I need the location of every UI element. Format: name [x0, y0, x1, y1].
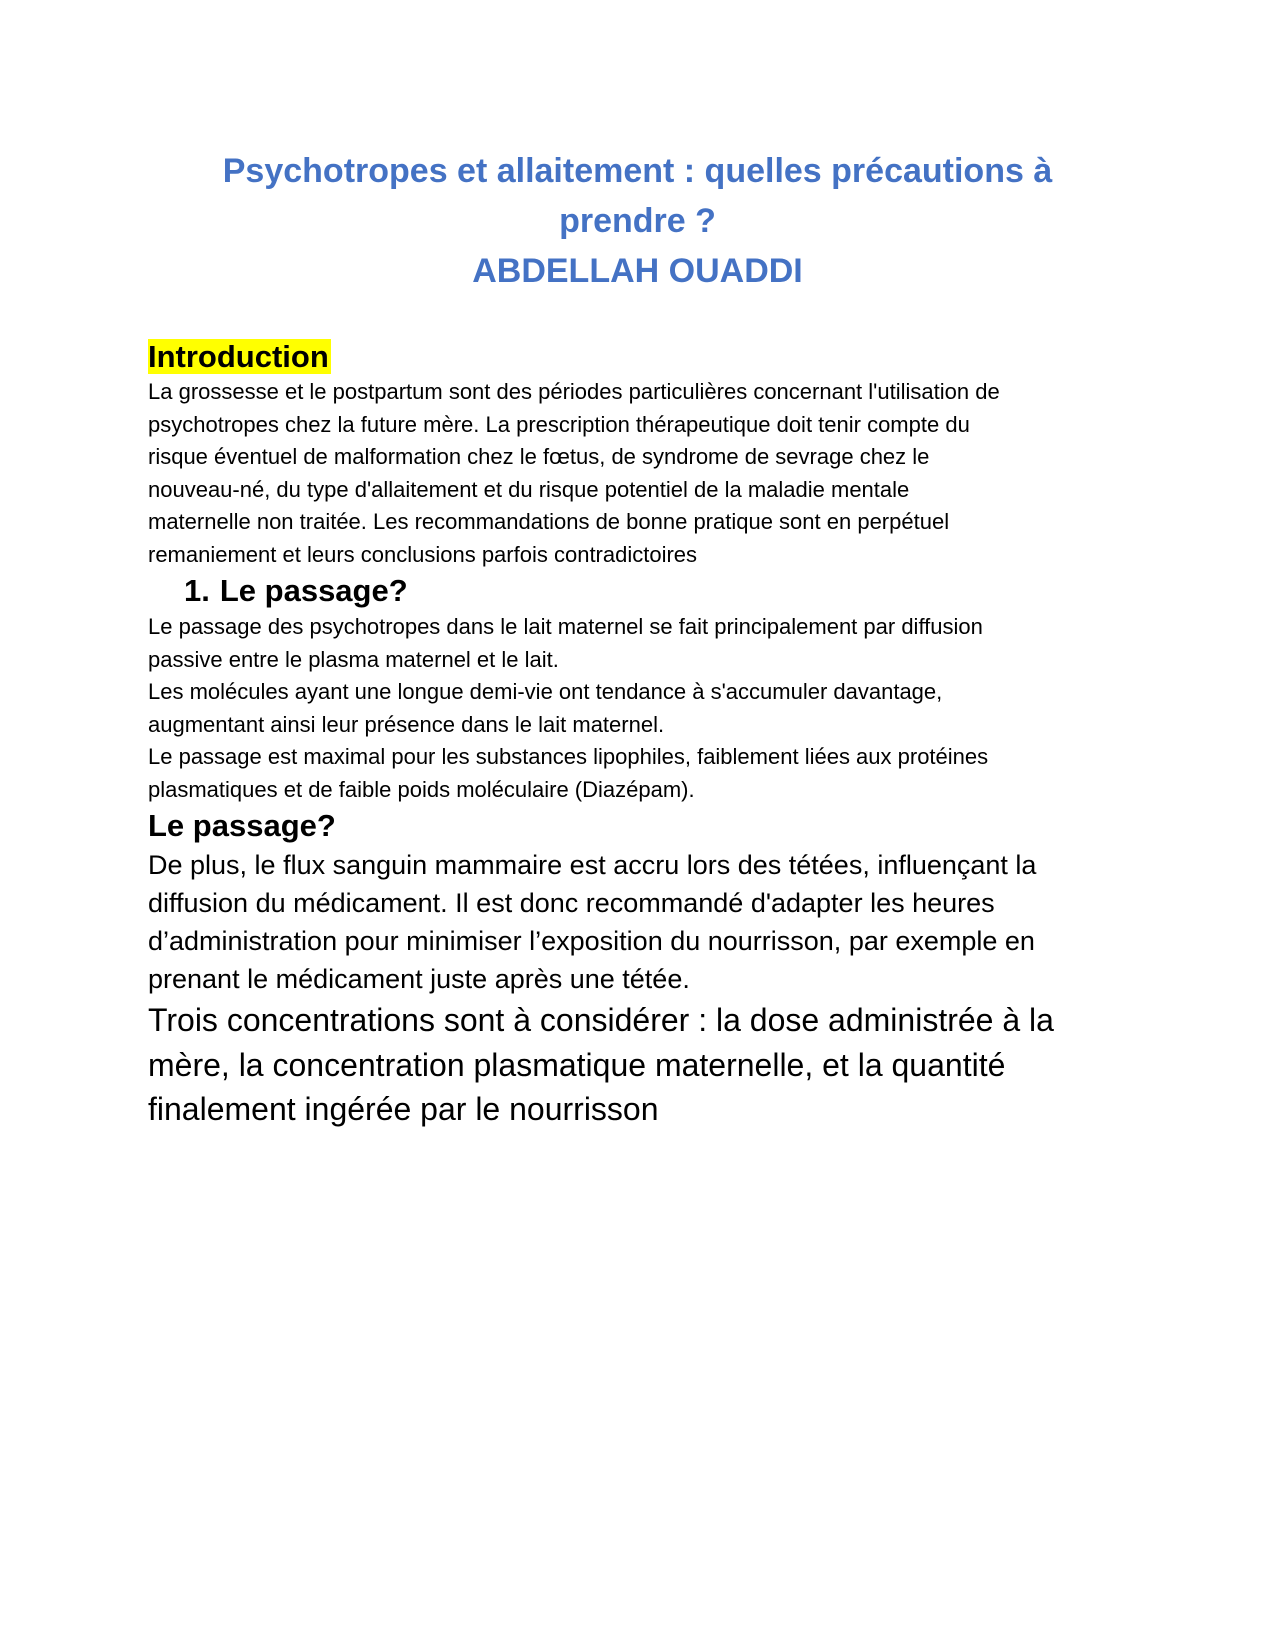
document-body: [148, 338, 1133, 1132]
section-1-line: augmentant ainsi leur présence dans le lait maternel.: [148, 711, 665, 737]
document-title-block: [150, 146, 1125, 296]
document-title-line-1: Psychotropes et allaitement : quelles précautions à: [222, 152, 1053, 190]
section-2-line: De plus, le flux sanguin mammaire est accru lors des tétées, influençant la: [148, 850, 1037, 880]
section-1-heading-text: Le passage?: [219, 573, 408, 608]
section-2-line: d’administration pour minimiser l’exposition du nourrisson, par exemple en: [148, 926, 1035, 956]
introduction-line: remaniement et leurs conclusions parfois contradictoires: [148, 541, 698, 567]
section-2-paragraph-large: [148, 998, 1133, 1132]
section-1-heading: [148, 571, 1133, 611]
introduction-line: La grossesse et le postpartum sont des périodes particulières concernant l'utilisation de: [148, 379, 1000, 404]
introduction-heading-text: Introduction: [148, 339, 329, 374]
section-2-line: prenant le médicament juste après une tétée.: [148, 964, 690, 994]
introduction-line: risque éventuel de malformation chez le fœtus, de syndrome de sevrage chez le: [148, 444, 930, 469]
section-2-large-line: finalement ingérée par le nourrisson: [148, 1091, 659, 1127]
section-1-paragraph: [148, 611, 1133, 806]
section-2-large-line: Trois concentrations sont à considérer : la dose administrée à la: [148, 1002, 1054, 1038]
document-title-line-2: prendre ?: [559, 202, 716, 240]
introduction-heading: [148, 338, 1133, 376]
document-author: ABDELLAH OUADDI: [472, 252, 803, 290]
section-2-heading: Le passage?: [148, 808, 336, 843]
section-2-large-line: mère, la concentration plasmatique maternelle, et la quantité: [148, 1046, 1006, 1083]
introduction-line: psychotropes chez la future mère. La prescription thérapeutique doit tenir compte du: [148, 411, 970, 437]
section-1-number: 1.: [184, 573, 210, 608]
section-2-line: diffusion du médicament. Il est donc recommandé d'adapter les heures: [148, 888, 995, 918]
section-1-line: Le passage est maximal pour les substances lipophiles, faiblement liées aux protéines: [148, 744, 989, 769]
section-1-line: plasmatiques et de faible poids moléculaire (Diazépam).: [148, 776, 695, 802]
introduction-line: nouveau-né, du type d'allaitement et du risque potentiel de la maladie mentale: [148, 476, 910, 502]
introduction-line: maternelle non traitée. Les recommandations de bonne pratique sont en perpétuel: [148, 509, 950, 534]
section-1-line: Les molécules ayant une longue demi-vie ont tendance à s'accumuler davantage,: [148, 679, 943, 704]
introduction-paragraph: [148, 376, 1133, 571]
section-1-line: passive entre le plasma maternel et le lait.: [148, 646, 559, 672]
section-1-line: Le passage des psychotropes dans le lait maternel se fait principalement par diffusion: [148, 614, 983, 639]
section-2-paragraph-medium: [148, 846, 1133, 998]
